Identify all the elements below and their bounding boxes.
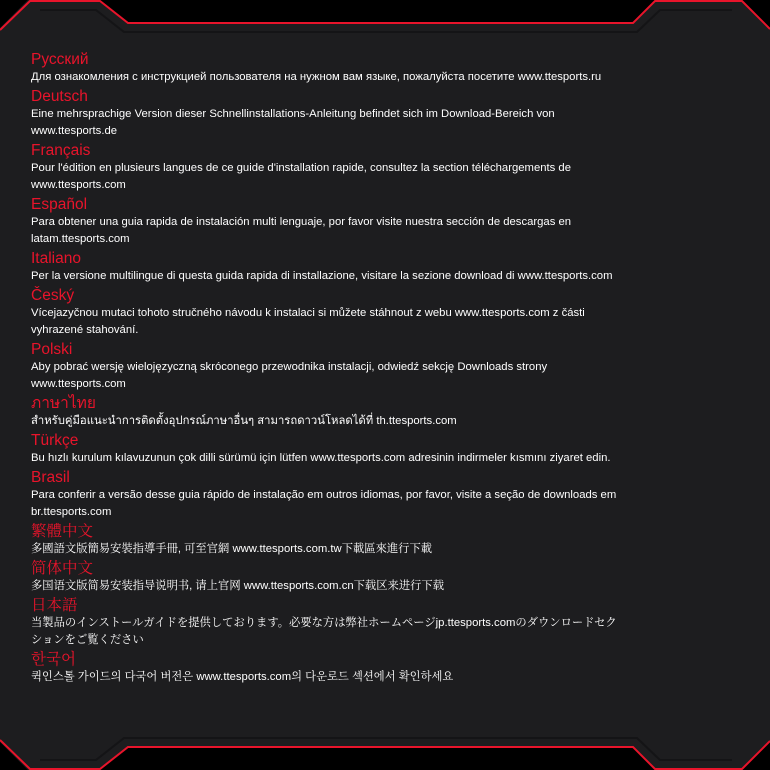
language-list: [31, 50, 743, 687]
language-instruction-text: Aby pobrać wersję wielojęzyczną skróconego przewodnika instalacji, odwiedź sekcję Downloads strony www.ttesports.com: [31, 361, 548, 390]
language-section: [31, 559, 743, 595]
language-instruction-text: 퀵인스톨 가이드의 다국어 버전은 www.ttesports.com의 다운로드 섹션에서 확인하세요: [31, 671, 454, 683]
language-instruction-text: 多国语文版简易安装指导说明书, 请上官网 www.ttesports.com.cn下载区来进行下载: [31, 580, 445, 592]
language-section: [31, 50, 743, 86]
language-section: [31, 431, 743, 467]
language-instruction-text: Per la versione multilingue di questa guida rapida di installazione, visitare la sezione download di www.ttesports.com: [31, 270, 613, 282]
language-instruction-text: 当製品のインストールガイドを提供しております。必要な方は弊社ホームページjp.ttesports.comのダウンロードセク ションをご覧ください: [31, 617, 617, 646]
language-instruction-text: Eine mehrsprachige Version dieser Schnellinstallations-Anleitung befindet sich im Download-Bereich von www.ttesports.de: [31, 108, 555, 137]
language-title: Český: [31, 287, 75, 304]
language-title: Español: [31, 196, 88, 213]
language-section: [31, 87, 743, 140]
language-title: 繁體中文: [31, 523, 94, 540]
language-section: [31, 650, 743, 686]
language-title: 한국어: [31, 651, 76, 668]
language-instruction-text: Для ознакомления с инструкцией пользователя на нужном вам языке, пожалуйста посетите www.ttesports.ru: [31, 71, 602, 83]
language-section: [31, 195, 743, 248]
language-section: [31, 394, 743, 430]
language-title: ภาษาไทย: [31, 395, 96, 412]
language-instruction-text: สำหรับคู่มือแนะนำการติดตั้งอุปกรณ์ภาษาอื่นๆ สามารถดาวน์โหลดได้ที่ th.ttesports.com: [31, 415, 457, 427]
language-section: [31, 468, 743, 521]
language-title: Italiano: [31, 250, 81, 267]
language-instruction-text: Para conferir a versão desse guia rápido de instalação em outros idiomas, por favor, visite a seção de downloads em br.ttesports.com: [31, 489, 617, 518]
language-section: [31, 141, 743, 194]
language-section: [31, 522, 743, 558]
language-title: Русский: [31, 51, 89, 68]
language-title: Polski: [31, 341, 73, 358]
language-section: [31, 249, 743, 285]
language-section: [31, 286, 743, 339]
language-title: 日本語: [31, 597, 78, 614]
language-instruction-text: Para obtener una guia rapida de instalación multi lenguaje, por favor visite nuestra sección de descargas en latam.ttesports.com: [31, 216, 572, 245]
language-title: Français: [31, 142, 91, 159]
language-title: 简体中文: [31, 560, 94, 577]
language-instruction-text: Bu hızlı kurulum kılavuzunun çok dilli sürümü için lütfen www.ttesports.com adresinin indirmeler kısmını ziyaret edin.: [31, 452, 611, 464]
language-instruction-text: Vícejazyčnou mutaci tohoto stručného návodu k instalaci si můžete stáhnout z webu www.ttesports.com z části vyhrazené stahování.: [31, 307, 585, 336]
language-instruction-text: Pour l'édition en plusieurs langues de ce guide d'installation rapide, consultez la section téléchargements de www.ttesports.com: [31, 162, 572, 191]
language-section: [31, 596, 743, 649]
language-title: Brasil: [31, 469, 70, 486]
language-section: [31, 340, 743, 393]
language-title: Deutsch: [31, 88, 88, 105]
language-title: Türkçe: [31, 432, 79, 449]
language-instruction-text: 多國語文版簡易安裝指導手冊, 可至官網 www.ttesports.com.tw下載區來進行下載: [31, 543, 433, 555]
